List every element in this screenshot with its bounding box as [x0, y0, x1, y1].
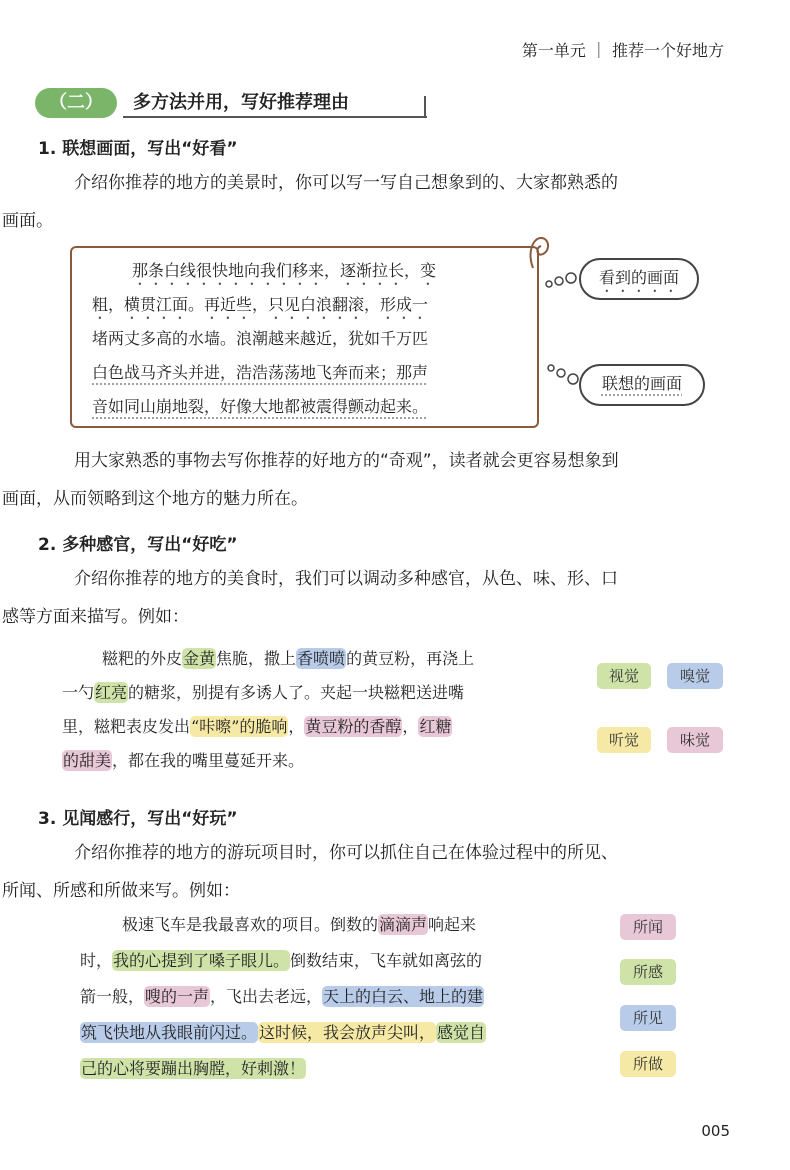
tag-seen: 所见 — [620, 1005, 676, 1031]
ride-line-1 — [122, 912, 476, 938]
food-text: ，都在我的嘴里蔓延开来。 — [112, 751, 305, 770]
card-line-3-text: 堵两丈多高的水墙。浪潮越来越近，犹如千万匹 — [92, 329, 429, 348]
hl-visual-red: 红亮 — [95, 683, 128, 702]
card-line-5-text: 音如同山崩地裂，好像大地都被震得颤动起来。 — [92, 397, 429, 416]
unit-title: 第一单元 ｜ 推荐一个好地方 — [521, 41, 724, 60]
hl-heard-beep: 滴滴声 — [379, 915, 428, 934]
food-text: 里，糍粑表皮发出 — [62, 717, 191, 736]
ride-line-4 — [80, 1020, 486, 1046]
section-underline-tick — [424, 96, 426, 118]
part1-intro — [2, 164, 728, 240]
hl-did-scream: 这时候，我会放声尖叫， — [259, 1023, 436, 1042]
part2-intro-line1: 介绍你推荐的地方的美食时，我们可以调动多种感官，从色、味、形、口 — [74, 569, 618, 589]
food-text: 的黄豆粉，再浇上 — [346, 649, 475, 668]
hl-felt-feeling: 感觉自 — [437, 1023, 486, 1042]
bubble-associated-picture — [579, 364, 705, 406]
hl-seen-buildings: 筑飞快地从我眼前闪过。 — [81, 1023, 258, 1042]
hl-taste-soybean: 黄豆粉的香醇 — [305, 717, 402, 736]
ride-text: 极速飞车是我最喜欢的项目。倒数的 — [122, 915, 379, 934]
food-line-1 — [102, 646, 474, 672]
part2-intro-line2: 感等方面来描写。例如： — [2, 607, 189, 627]
card-line-2 — [92, 294, 428, 323]
part2-intro — [2, 560, 728, 636]
tag-visual: 视觉 — [597, 663, 651, 689]
card-line-1-text: 那条白线很快地向我们移来，逐渐拉长，变 — [132, 261, 437, 280]
card-line-4-text: 白色战马齐头并进，浩浩荡荡地飞奔而来；那声 — [92, 363, 429, 382]
tag-taste: 味觉 — [667, 727, 723, 753]
section-title: 多方法并用，写好推荐理由 — [133, 92, 349, 113]
part3-intro-line1: 介绍你推荐的地方的游玩项目时，你可以抓住自己在体验过程中的所见、 — [74, 843, 618, 863]
ride-line-5 — [80, 1056, 306, 1082]
ride-text: 箭一般， — [80, 987, 145, 1006]
card-line-3 — [92, 328, 428, 350]
part1-heading: 1. 联想画面，写出“好看” — [38, 139, 238, 159]
ride-example — [80, 912, 600, 1082]
ride-text: 响起来 — [428, 915, 477, 934]
food-text: 糍粑的外皮 — [102, 649, 183, 668]
tag-felt: 所感 — [620, 959, 676, 985]
tag-did: 所做 — [620, 1051, 676, 1077]
hl-felt-heartbeat: 己的心将要蹦出胸膛，好刺激！ — [81, 1059, 306, 1078]
part3-intro-line2: 所闻、所感和所做来写。例如： — [2, 881, 240, 901]
food-text: 一勺 — [62, 683, 95, 702]
ride-line-3 — [80, 984, 484, 1010]
part1-outro-line2: 画面，从而领略到这个地方的魅力所在。 — [2, 489, 308, 509]
part1-outro — [2, 442, 728, 518]
tag-heard: 所闻 — [620, 914, 676, 940]
card-clip-icon — [525, 232, 555, 272]
part3-intro — [2, 834, 728, 910]
food-text: ， — [288, 717, 305, 736]
section-tag: （二） — [35, 88, 117, 118]
ride-text: ，飞出去老远， — [210, 987, 323, 1006]
hl-taste-sugar: 红糖 — [419, 717, 452, 736]
food-text: ， — [402, 717, 419, 736]
ride-text: 时， — [80, 951, 113, 970]
page-number: 005 — [701, 1122, 730, 1140]
food-line-4 — [62, 748, 304, 774]
food-example — [62, 646, 592, 786]
card-line-2-text: 粗，横贯江面。再近些，只见白浪翻滚，形成一 — [92, 295, 429, 314]
hl-hearing-crack: “咔嚓”的脆响 — [191, 717, 288, 736]
hl-felt-heart: 我的心提到了嗓子眼儿。 — [113, 951, 290, 970]
hl-smell-fragrant: 香喷喷 — [297, 649, 346, 668]
hl-taste-sweet: 的甜美 — [63, 751, 112, 770]
bubble-assoc-label: 联想的画面 — [601, 374, 682, 393]
hl-visual-golden: 金黄 — [183, 649, 216, 668]
part1-intro-line2: 画面。 — [2, 211, 53, 231]
part2-heading: 2. 多种感官，写出“好吃” — [38, 535, 238, 555]
bubble-seen-picture — [579, 258, 699, 300]
hl-heard-whoosh: 嗖的一声 — [145, 987, 210, 1006]
food-line-2 — [62, 680, 464, 706]
food-text: 焦脆，撒上 — [216, 649, 297, 668]
food-line-3 — [62, 714, 452, 740]
card-line-1 — [132, 260, 436, 289]
tag-smell: 嗅觉 — [667, 663, 723, 689]
part1-outro-line1: 用大家熟悉的事物去写你推荐的好地方的“奇观”，读者就会更容易想象到 — [74, 451, 619, 471]
food-text: 的糖浆，别提有多诱人了。夹起一块糍粑送进嘴 — [128, 683, 465, 702]
part1-intro-line1: 介绍你推荐的地方的美景时，你可以写一写自己想象到的、大家都熟悉的 — [74, 173, 618, 193]
part3-heading: 3. 见闻感行，写出“好玩” — [38, 809, 238, 829]
section-underline — [123, 116, 427, 118]
ride-text: 倒数结束，飞车就如离弦的 — [290, 951, 483, 970]
quote-card — [70, 246, 539, 428]
hl-seen-clouds: 天上的白云、地上的建 — [323, 987, 484, 1006]
bubble-seen-label: 看到的画面 — [598, 268, 679, 287]
ride-line-2 — [80, 948, 482, 974]
card-line-4 — [92, 362, 428, 384]
bubble-dots-1 — [543, 270, 583, 290]
page-header — [0, 0, 790, 70]
tag-hearing: 听觉 — [597, 727, 651, 753]
card-line-5 — [92, 396, 428, 418]
